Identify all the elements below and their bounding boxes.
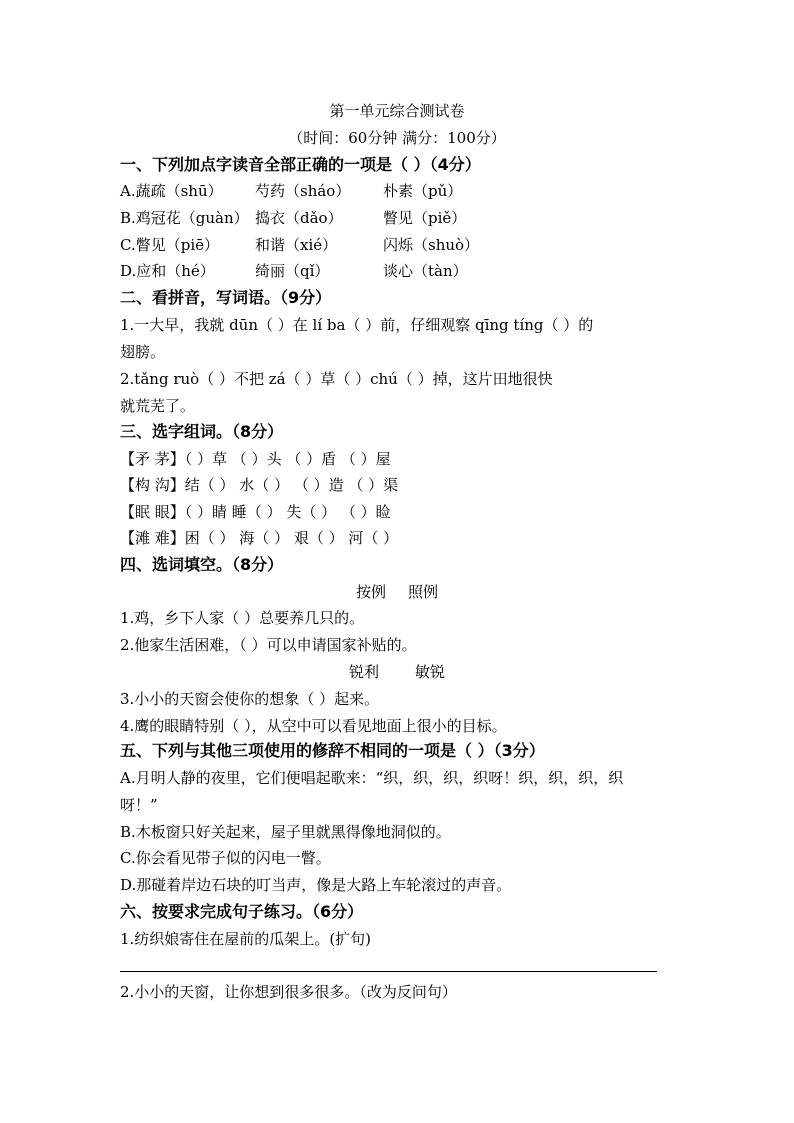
q2-line-4: 就荒芜了。 <box>120 397 196 415</box>
q4-word-1: 按例 <box>355 583 386 601</box>
q1-c-item-3: 闪烁（shuò） <box>383 236 480 254</box>
q6-item-2: 2.小小的天窗，让你想到很多很多。（改为反问句） <box>120 983 457 1001</box>
q4-word-4: 敏锐 <box>415 663 446 681</box>
q1-b-item-2: 捣衣（dǎo） <box>255 209 343 227</box>
q1-option-b[interactable] <box>120 208 466 228</box>
answer-line[interactable] <box>120 971 657 972</box>
q1-a-item-3: 朴素（pǔ） <box>383 182 463 200</box>
q3-row-4: 【滩 难】困（ ） 海（ ） 艰（ ） 河（ ） <box>120 529 399 547</box>
q1-option-a[interactable] <box>120 181 462 201</box>
q1-d-item-1: D.应和（hé） <box>120 262 215 280</box>
q1-b-item-1: B.鸡冠花（guàn） <box>120 209 249 227</box>
q1-c-item-1: C.瞥见（piē） <box>120 236 219 254</box>
q1-heading: 一、下列加点字读音全部正确的一项是（ ）（4分） <box>120 155 481 174</box>
q4-word-2: 照例 <box>408 583 439 601</box>
q5-option-d[interactable]: D.那碰着岸边石块的叮当声，像是大路上车轮滚过的声音。 <box>120 876 512 894</box>
q4-line-4: 4.鹰的眼睛特别（ ），从空中可以看见地面上很小的目标。 <box>120 717 507 735</box>
q2-heading: 二、看拼音，写词语。（9分） <box>120 288 332 307</box>
q2-line-2: 翅膀。 <box>120 343 166 361</box>
q1-d-item-2: 绮丽（qǐ） <box>255 262 330 280</box>
q4-line-2: 2.他家生活困难，（ ）可以申请国家补贴的。 <box>120 636 417 654</box>
q4-line-1: 1.鸡，乡下人家（ ）总要养几只的。 <box>120 609 365 627</box>
q5-option-a-line-2[interactable]: 呀！” <box>120 796 158 814</box>
q1-option-d[interactable] <box>120 261 468 281</box>
q1-option-c[interactable] <box>120 235 479 255</box>
q1-d-item-3: 谈心（tàn） <box>383 262 468 280</box>
q4-word-3: 锐利 <box>348 663 379 681</box>
page-subtitle: （时间：60分钟 满分：100分） <box>288 129 506 147</box>
q2-line-3: 2.tǎng ruò（ ）不把 zá（ ）草（ ）chú（ ）掉，这片田地很快 <box>120 370 553 388</box>
q3-row-1: 【矛 茅】（ ）草 （ ）头 （ ）盾 （ ）屋 <box>120 450 391 468</box>
q2-line-1: 1.一大早，我就 dūn（ ）在 lí ba（ ）前，仔细观察 qīng tíng（ ）的 <box>120 316 594 334</box>
q3-heading: 三、选字组词。（8分） <box>120 422 284 441</box>
q1-a-item-2: 芍药（sháo） <box>255 182 351 200</box>
q4-line-3: 3.小小的天窗会使你的想象（ ）起来。 <box>120 690 380 708</box>
q3-row-3: 【眠 眼】（ ）睛 睡（ ） 失（ ） （ ）睑 <box>120 503 391 521</box>
page-title: 第一单元综合测试卷 <box>329 102 465 120</box>
q5-heading: 五、下列与其他三项使用的修辞不相同的一项是（ ）（3分） <box>120 741 545 760</box>
q1-b-item-3: 瞥见（piě） <box>383 209 467 227</box>
q4-word-pair-1 <box>0 582 794 602</box>
q1-a-item-1: A.蔬疏（shū） <box>120 182 223 200</box>
q6-heading: 六、按要求完成句子练习。（6分） <box>120 902 364 921</box>
q5-option-b[interactable]: B.木板窗只好关起来，屋子里就黑得像地洞似的。 <box>120 823 451 841</box>
q5-option-a-line-1[interactable]: A.月明人静的夜里，它们便唱起歌来：“织，织，织，织呀！织，织，织，织 <box>120 769 624 787</box>
q4-heading: 四、选词填空。（8分） <box>120 555 284 574</box>
q3-row-2: 【构 沟】结（ ） 水（ ） （ ）造 （ ）渠 <box>120 476 399 494</box>
q6-item-1: 1.纺织娘寄住在屋前的瓜架上。(扩句) <box>120 930 372 948</box>
q4-word-pair-2 <box>0 662 794 682</box>
q5-option-c[interactable]: C.你会看见带子似的闪电一瞥。 <box>120 849 331 867</box>
q1-c-item-2: 和谐（xié） <box>255 236 338 254</box>
